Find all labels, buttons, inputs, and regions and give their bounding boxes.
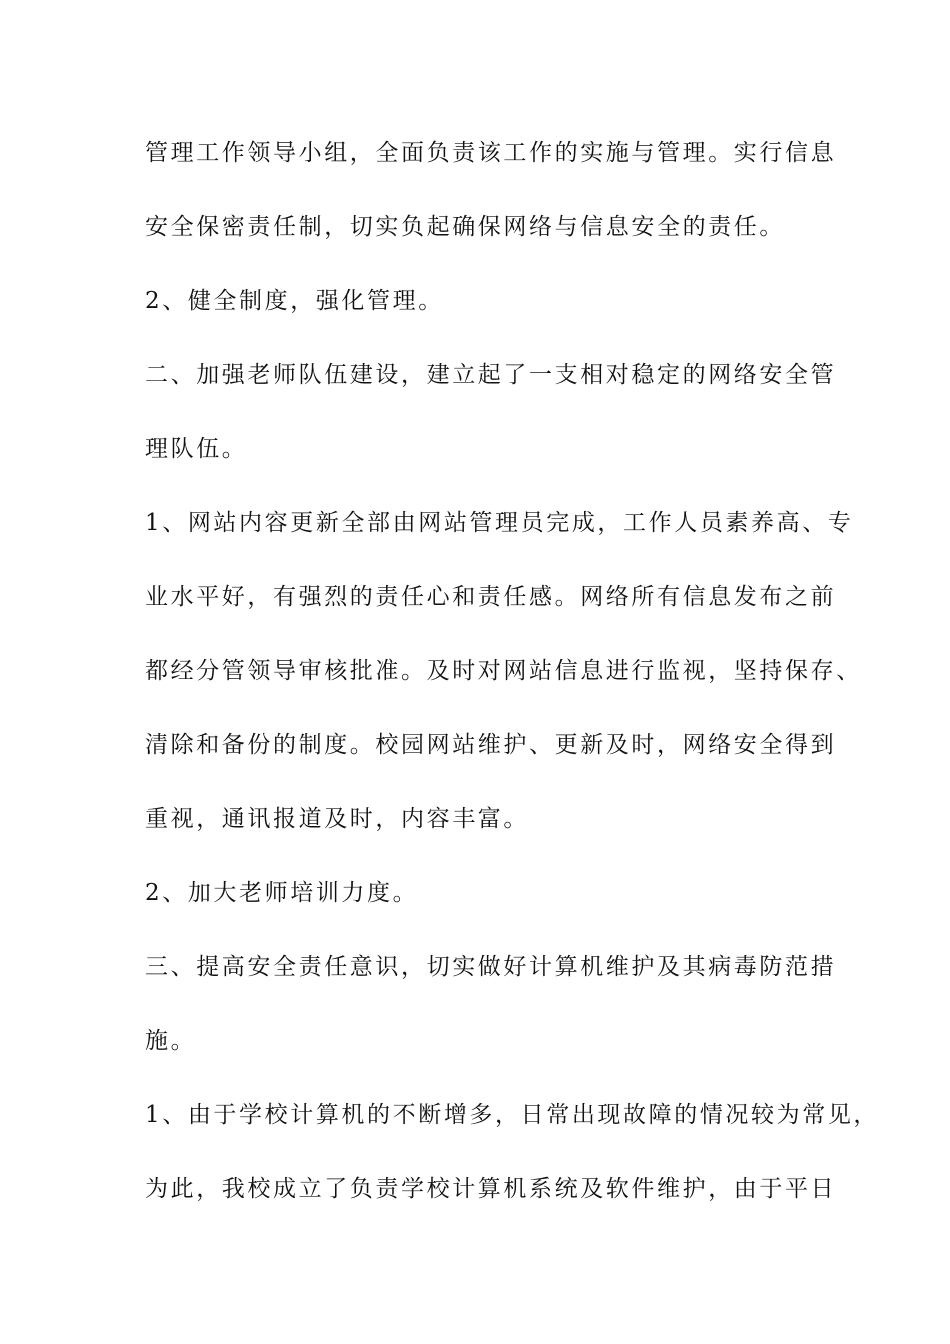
text-line: 1、网站内容更新全部由网站管理员完成，工作人员素养高、专 bbox=[145, 510, 854, 536]
text-line: 2、加大老师培训力度。 bbox=[145, 880, 419, 906]
text-line: 二、加强老师队伍建设，建立起了一支相对稳定的网络安全管 bbox=[145, 362, 837, 388]
text-line: 重视，通讯报道及时，内容丰富。 bbox=[145, 806, 529, 832]
text-line: 施。 bbox=[145, 1028, 197, 1054]
text-line: 三、提高安全责任意识，切实做好计算机维护及其病毒防范措 bbox=[145, 954, 837, 980]
text-line: 理队伍。 bbox=[145, 436, 248, 462]
text-line: 1、由于学校计算机的不断增多，日常出现故障的情况较为常见， bbox=[145, 1102, 880, 1128]
text-line: 2、健全制度，强化管理。 bbox=[145, 288, 444, 314]
text-line: 为此，我校成立了负责学校计算机系统及软件维护，由于平日 bbox=[145, 1176, 837, 1202]
text-line: 都经分管领导审核批准。及时对网站信息进行监视，坚持保存、 bbox=[145, 658, 862, 684]
document-body bbox=[145, 130, 880, 1240]
text-line: 安全保密责任制，切实负起确保网络与信息安全的责任。 bbox=[145, 214, 785, 240]
text-line: 管理工作领导小组，全面负责该工作的实施与管理。实行信息 bbox=[145, 140, 837, 166]
text-line: 清除和备份的制度。校园网站维护、更新及时，网络安全得到 bbox=[145, 732, 837, 758]
text-line: 业水平好，有强烈的责任心和责任感。网络所有信息发布之前 bbox=[145, 584, 837, 610]
